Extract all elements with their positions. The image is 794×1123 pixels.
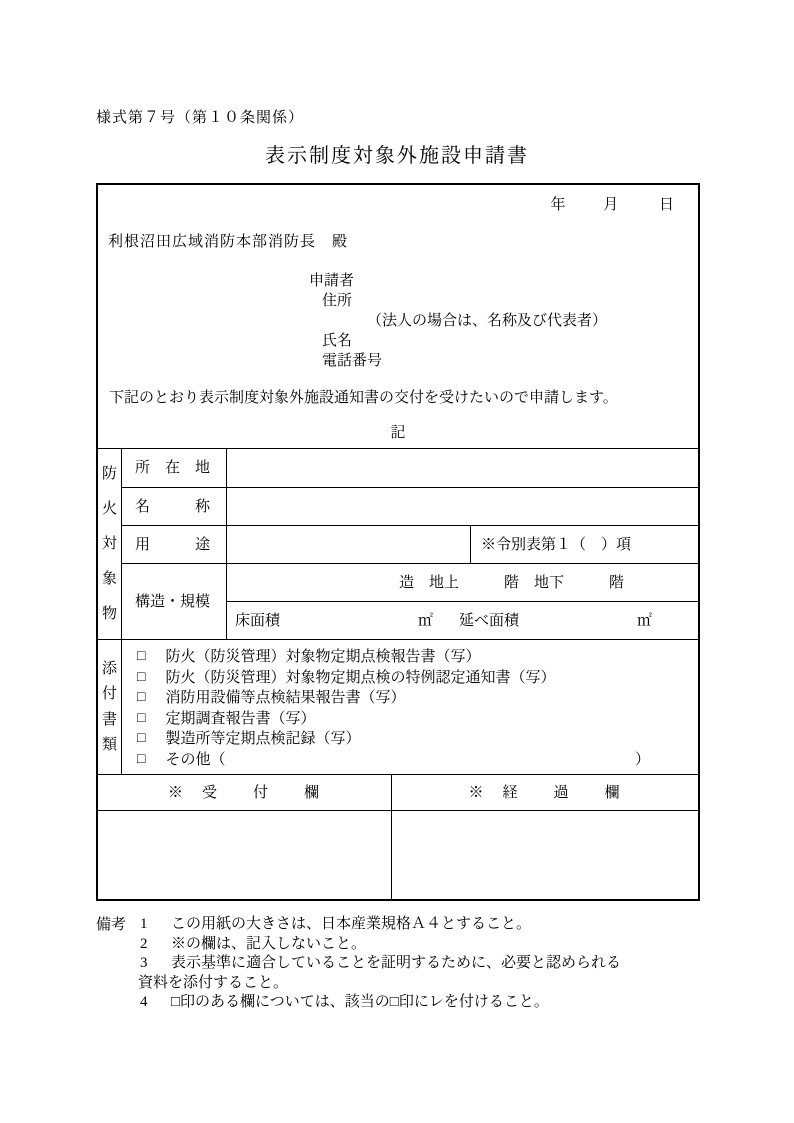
applicant-address-label: 住所 xyxy=(322,293,353,309)
applicant-phone-label: 電話番号 xyxy=(322,353,383,369)
note-number: 2 xyxy=(140,935,148,952)
attachment-item xyxy=(137,668,698,689)
attachments-list xyxy=(121,640,698,774)
office-use-header-row xyxy=(98,774,698,810)
notes-list xyxy=(140,915,736,1013)
year-label: 年 xyxy=(550,197,566,213)
side-char: 対 xyxy=(101,536,117,552)
addressee: 利根沼田広域消防本部消防長 殿 xyxy=(108,234,349,250)
notes-section xyxy=(96,915,736,1013)
side-char: 物 xyxy=(101,606,117,622)
attachment-item-label: 防火（防災管理）対象物定期点検報告書（写） xyxy=(165,649,481,665)
note-number: 4 xyxy=(140,994,148,1010)
attachment-item xyxy=(137,647,698,668)
request-sentence: 下記のとおり表示制度対象外施設通知書の交付を受けたいので申請します。 xyxy=(109,390,618,406)
total-area-unit: ㎡ xyxy=(637,612,653,629)
side-char: 象 xyxy=(101,571,117,587)
checkbox-icon[interactable]: □ xyxy=(137,690,146,705)
application-form-box xyxy=(96,183,700,901)
attachment-item-label: 防火（防災管理）対象物定期点検の特例認定通知書（写） xyxy=(165,669,556,686)
day-label: 日 xyxy=(658,197,674,213)
page-title: 表示制度対象外施設申請書 xyxy=(265,145,529,167)
checkbox-icon[interactable]: □ xyxy=(137,751,146,767)
notes-label: 備考 xyxy=(96,917,127,933)
date-line xyxy=(98,185,698,215)
checkbox-icon[interactable]: □ xyxy=(137,669,146,685)
note-number: 1 xyxy=(140,916,148,932)
note-text xyxy=(138,954,736,993)
side-char: 付 xyxy=(101,686,117,703)
location-label: 所 在 地 xyxy=(121,449,226,487)
name-label: 名 称 xyxy=(121,487,226,525)
reception-field xyxy=(98,811,391,899)
form-header-section xyxy=(98,185,698,448)
note-item xyxy=(140,935,736,955)
location-value-cell[interactable] xyxy=(226,449,698,487)
side-char: 火 xyxy=(101,501,117,517)
structure-label: 構造・規模 xyxy=(121,563,226,639)
floor-area-unit: ㎡ xyxy=(418,612,434,629)
form-number: 様式第７号（第１０条関係） xyxy=(96,110,305,126)
structure-line2 xyxy=(226,601,698,639)
checkbox-icon[interactable]: □ xyxy=(137,731,146,746)
note-item xyxy=(140,954,736,993)
structure-line1: 造 地上 階 地下 階 xyxy=(226,563,698,601)
attachment-item xyxy=(137,688,698,709)
attachment-item-label: その他（ xyxy=(165,751,226,768)
total-area-label: 延べ面積 xyxy=(459,612,520,629)
checkbox-icon[interactable]: □ xyxy=(137,649,146,664)
attachments-section xyxy=(98,639,698,774)
applicant-name-label: 氏名 xyxy=(322,333,353,349)
side-char: 添 xyxy=(101,661,117,678)
side-char: 類 xyxy=(101,736,117,753)
note-text-line2: 資料を添付すること。 xyxy=(138,974,289,991)
corporate-note: （法人の場合は、名称及び代表者） xyxy=(367,313,608,329)
attachment-item xyxy=(137,729,698,750)
name-value-cell[interactable] xyxy=(226,487,698,525)
side-char: 防 xyxy=(101,466,117,482)
note-text: ※の欄は、記入しないこと。 xyxy=(171,935,367,952)
attachment-item xyxy=(137,709,698,730)
floor-area-label: 床面積 xyxy=(235,612,281,629)
reception-column-header: ※ 受 付 欄 xyxy=(167,784,321,801)
note-number: 3 xyxy=(140,955,148,971)
note-text: □印のある欄については、該当の□印にレを付けること。 xyxy=(171,994,549,1010)
attachments-side-label xyxy=(98,640,121,774)
side-char: 書 xyxy=(101,711,117,728)
progress-field xyxy=(391,811,698,899)
property-side-label xyxy=(98,449,121,639)
use-label: 用 途 xyxy=(121,525,226,563)
property-table xyxy=(98,448,698,639)
office-use-body-row xyxy=(98,810,698,899)
checkbox-icon[interactable]: □ xyxy=(137,710,146,726)
use-value-cell[interactable] xyxy=(226,525,470,563)
attachment-item-other xyxy=(137,750,698,771)
other-close-paren: ） xyxy=(634,751,650,768)
attachment-item-label: 定期調査報告書（写） xyxy=(165,710,316,727)
use-note: ※令別表第１（ ）項 xyxy=(470,525,698,563)
record-marker: 記 xyxy=(390,425,406,441)
progress-column-header: ※ 経 過 欄 xyxy=(391,775,698,810)
attachment-item-label: 消防用設備等点検結果報告書（写） xyxy=(165,690,406,706)
attachment-item-label: 製造所等定期点検記録（写） xyxy=(165,731,361,747)
applicant-label: 申請者 xyxy=(309,273,355,289)
applicant-block xyxy=(98,271,698,371)
note-item xyxy=(140,993,736,1013)
note-item xyxy=(140,915,736,935)
note-text-line1: 表示基準に適合していることを証明するために、必要と認められる xyxy=(171,955,622,971)
note-text: この用紙の大きさは、日本産業規格Ａ４とすること。 xyxy=(171,916,532,932)
month-label: 月 xyxy=(603,197,619,213)
